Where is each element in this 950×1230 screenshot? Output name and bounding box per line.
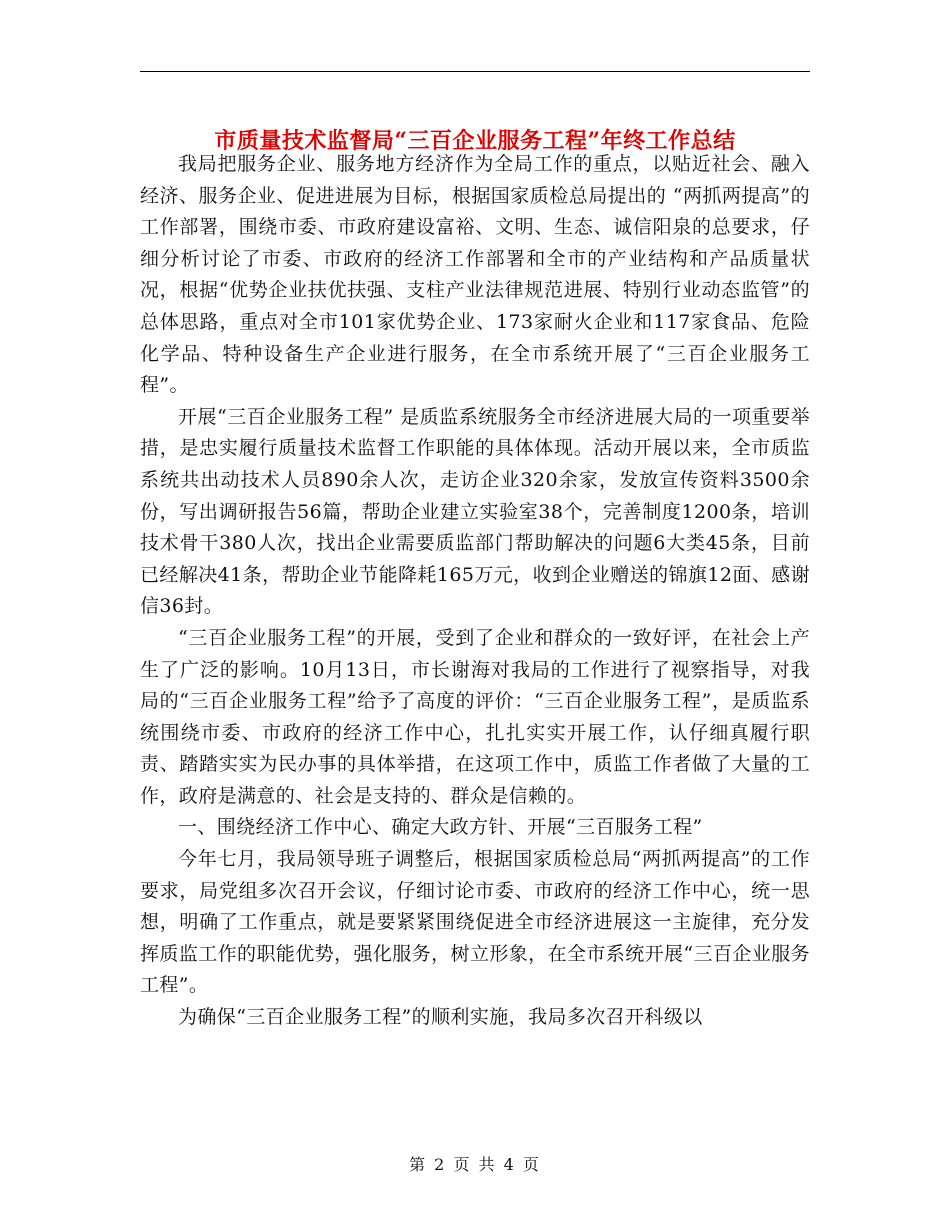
paragraph-activity-results: 开展“三百企业服务工程” 是质监系统服务全市经济进展大局的一项重要举措，是忠实履行质量技术监督工作职能的具体体现。活动开展以来，全市质监系统共出动技术人员890余人次，走访企业320余家，发放宣传资料3500余份，写出调研报告56篇，帮助企业建立实验室38个，完善制度1200条，培训技术骨干380人次，找出企业需要质监部门帮助解决的问题6大类45条，目前已经解决41条，帮助企业节能降耗165万元，收到企业赠送的锦旗12面、感谢信36封。 <box>140 405 810 618</box>
paragraph-july: 今年七月，我局领导班子调整后，根据国家质检总局“两抓两提高”的工作要求，局党组多次召开会议，仔细讨论市委、市政府的经济工作中心，统一思想，明确了工作重点，就是要紧紧围绕促进全市经济进展这一主旋律，充分发挥质监工作的职能优势，强化服务，树立形象，在全市系统开展“三百企业服务工程”。 <box>140 848 810 997</box>
document-title: 市质量技术监督局“三百企业服务工程”年终工作总结 <box>214 127 736 154</box>
page-number-footer: 第 2 页 共 4 页 <box>409 1155 541 1174</box>
paragraph-implementation: 为确保“三百企业服务工程”的顺利实施，我局多次召开科级以 <box>178 1006 703 1029</box>
header-rule <box>140 71 810 72</box>
paragraph-evaluation: “三百企业服务工程”的开展，受到了企业和群众的一致好评，在社会上产生了广泛的影响。10月13日，市长谢海对我局的工作进行了视察指导，对我局的“三百企业服务工程”给予了高度的评价：“三百企业服务工程”，是质监系统围绕市委、市政府的经济工作中心，扎扎实实开展工作，认仔细真履行职责、踏踏实实为民办事的具体举措，在这项工作中，质监工作者做了大量的工作，政府是满意的、社会是支持的、群众是信赖的。 <box>140 626 810 807</box>
paragraph-intro: 我局把服务企业、服务地方经济作为全局工作的重点，以贴近社会、融入经济、服务企业、促进进展为目标，根据国家质检总局提出的 “两抓两提高”的工作部署，围绕市委、市政府建设富裕、文明、生态、诚信阳泉的总要求，仔细分析讨论了市委、市政府的经济工作部署和全市的产业结构和产品质量状况，根据“优势企业扶优扶强、支柱产业法律规范进展、特别行业动态监管”的总体思路，重点对全市101家优势企业、173家耐火企业和117家食品、危险化学品、特种设备生产企业进行服务，在全市系统开展了“三百企业服务工程”。 <box>140 153 810 397</box>
document-body <box>140 149 810 1034</box>
section-heading-1: 一、围绕经济工作中心、确定大政方针、开展“三百服务工程” <box>178 816 703 839</box>
